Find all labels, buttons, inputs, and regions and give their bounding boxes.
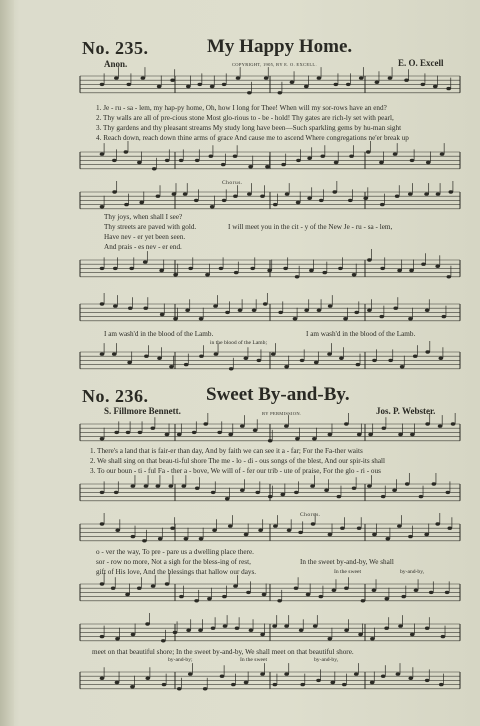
hymn-235-cont-3: Have nev - er yet been seen. (104, 233, 186, 241)
hymn-235-copyright: COPYRIGHT, 1905, BY E. O. EXCELL. (232, 62, 317, 67)
hymn-236-cont-2: sor - row no more, Not a sigh for the bless-ing of rest, (96, 558, 251, 566)
staff-235-2-treble (80, 186, 460, 216)
hymn-236-composer: Jos. P. Webster. (376, 406, 436, 416)
staff-235-1-bass (80, 146, 460, 176)
hymn-236-chorus-b-bass-3: by-and-by, (314, 657, 339, 663)
hymn-236-chorus-a-bass-1: In the sweet (334, 569, 362, 575)
hymn-236-cont-1: o - ver the way, To pre - pare us a dwelling place there. (96, 548, 254, 556)
hymn-235-chorus-label: Chorus. (222, 180, 243, 186)
hymn-235-author: Anon. (104, 59, 128, 69)
hymn-235-chorus-line-3: I am wash'd in the blood of the Lamb. (306, 330, 416, 338)
staff-236-1-bass (80, 478, 460, 508)
hymn-236-chorus-b-bass-1: by-and-by; (168, 657, 193, 663)
staff-235-1-treble (80, 70, 460, 100)
staff-236-3-treble (80, 618, 460, 648)
hymn-236-chorus-a: In the sweet by-and-by, We shall (300, 558, 394, 566)
hymn-236-cont-3: gift of His love, And the blessings that hallow our days. (96, 568, 257, 576)
hymn-235-title: My Happy Home. (207, 36, 353, 57)
hymn-236-permission: BY PERMISSION. (262, 411, 302, 416)
hymn-235-composer: E. O. Excell (398, 58, 444, 68)
hymn-235-verse-4: 4. Reach down, reach down thine arms of grace And cause me to ascend Where congregations ne'er break up (96, 134, 409, 142)
hymn-236-author: S. Fillmore Bennett. (104, 406, 181, 416)
hymn-235-cont-2: Thy streets are paved with gold. (104, 223, 197, 231)
staff-235-3-treble (80, 298, 460, 328)
hymn-235-cont-1: Thy joys, when shall I see? (104, 213, 183, 221)
staff-235-3-bass (80, 346, 460, 376)
hymn-236-verse-2: 2. We shall sing on that beau-ti-ful shore The me - lo - di - ous songs of the blest, And our spir-its shall (90, 457, 386, 465)
staff-236-2-bass (80, 578, 460, 608)
hymn-236-number: No. 236. (82, 386, 149, 406)
hymn-235-chorus-line-1: I will meet you in the cit - y of the New Je - ru - sa - lem, (228, 223, 393, 231)
hymn-235-verse-1: 1. Je - ru - sa - lem, my hap-py home, Oh, how I long for Thee! When will my sor-rows have an end? (96, 104, 387, 112)
hymn-235-verse-2: 2. Thy walls are all of pre-cious stone Most glo-rious to - be - hold! Thy gates are rich-ly set with pearl, (96, 114, 394, 122)
staff-236-2-treble (80, 518, 460, 548)
hymn-236-verse-3: 3. To our boun - ti - ful Fa - ther a - bove, We will of - fer our trib - ute of praise, For the glo - ri - ous (90, 467, 381, 475)
hymn-235-chorus-line-2-bass: in the blood of the Lamb; (210, 340, 268, 346)
staff-235-2-bass (80, 254, 460, 284)
hymn-235-number: No. 235. (82, 38, 149, 58)
hymn-235-cont-4: And prais - es nev - er end. (104, 243, 182, 251)
hymn-236-chorus-label: Chorus. (300, 512, 321, 518)
hymn-235-verse-3: 3. Thy gardens and thy pleasant streams My study long have been—Such sparkling gems by hu-man sight (96, 124, 402, 132)
hymn-236-chorus-b: meet on that beautiful shore; In the sweet by-and-by, We shall meet on that beautiful shore. (92, 648, 354, 656)
hymn-236-chorus-b-bass-2: In the sweet (240, 657, 268, 663)
staff-236-1-treble (80, 418, 460, 448)
staff-236-3-bass (80, 666, 460, 696)
hymn-236-chorus-a-bass-2: by-and-by, (400, 569, 425, 575)
hymn-236-verse-1: 1. There's a land that is fair-er than day, And by faith we can see it a - far; For the Fa-ther waits (90, 447, 363, 455)
page-spine-shadow (0, 0, 14, 726)
hymn-236-title: Sweet By-and-By. (206, 384, 350, 405)
hymn-235-chorus-line-2: I am wash'd in the blood of the Lamb. (104, 330, 214, 338)
